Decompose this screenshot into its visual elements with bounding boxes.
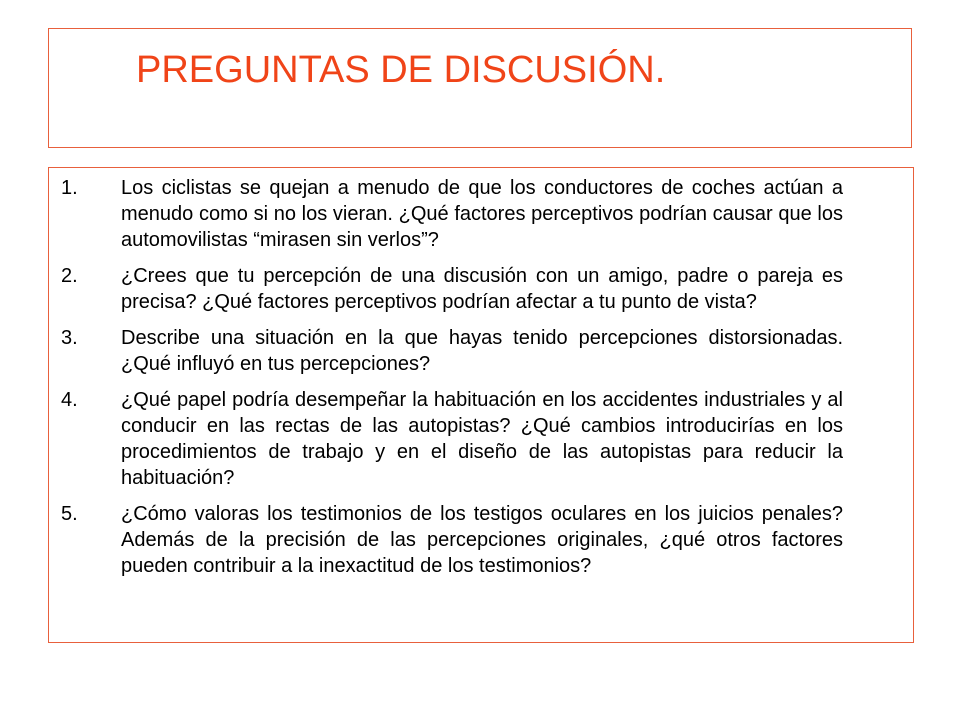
question-item bbox=[61, 501, 843, 579]
question-item bbox=[61, 263, 843, 315]
question-item bbox=[61, 387, 843, 491]
slide-title: PREGUNTAS DE DISCUSIÓN. bbox=[136, 49, 666, 91]
question-item bbox=[61, 175, 843, 253]
content-box bbox=[48, 167, 914, 643]
question-number: 5. bbox=[61, 503, 78, 525]
question-text: ¿Cómo valoras los testimonios de los testigos oculares en los juicios penales? Además de la precisión de las percepciones originales, ¿qué otros factores pueden contribuir a la inexactitud de los testimonios? bbox=[121, 503, 843, 577]
question-number: 2. bbox=[61, 265, 78, 287]
question-item bbox=[61, 325, 843, 377]
question-number: 1. bbox=[61, 177, 78, 199]
question-text: Los ciclistas se quejan a menudo de que los conductores de coches actúan a menudo como si no los vieran. ¿Qué factores perceptivos podrían causar que los automovilistas “mirasen sin verlos”? bbox=[121, 177, 843, 251]
question-number: 3. bbox=[61, 327, 78, 349]
question-list bbox=[61, 175, 843, 589]
question-text: ¿Qué papel podría desempeñar la habituación en los accidentes industriales y al conducir en las rectas de las autopistas? ¿Qué cambios introducirías en los procedimientos de trabajo y en el diseño de las autopistas para reducir la habituación? bbox=[121, 389, 843, 489]
question-text: Describe una situación en la que hayas tenido percepciones distorsionadas. ¿Qué influyó en tus percepciones? bbox=[121, 327, 843, 375]
question-number: 4. bbox=[61, 389, 78, 411]
question-text: ¿Crees que tu percepción de una discusión con un amigo, padre o pareja es precisa? ¿Qué factores perceptivos podrían afectar a tu punto de vista? bbox=[121, 265, 843, 313]
